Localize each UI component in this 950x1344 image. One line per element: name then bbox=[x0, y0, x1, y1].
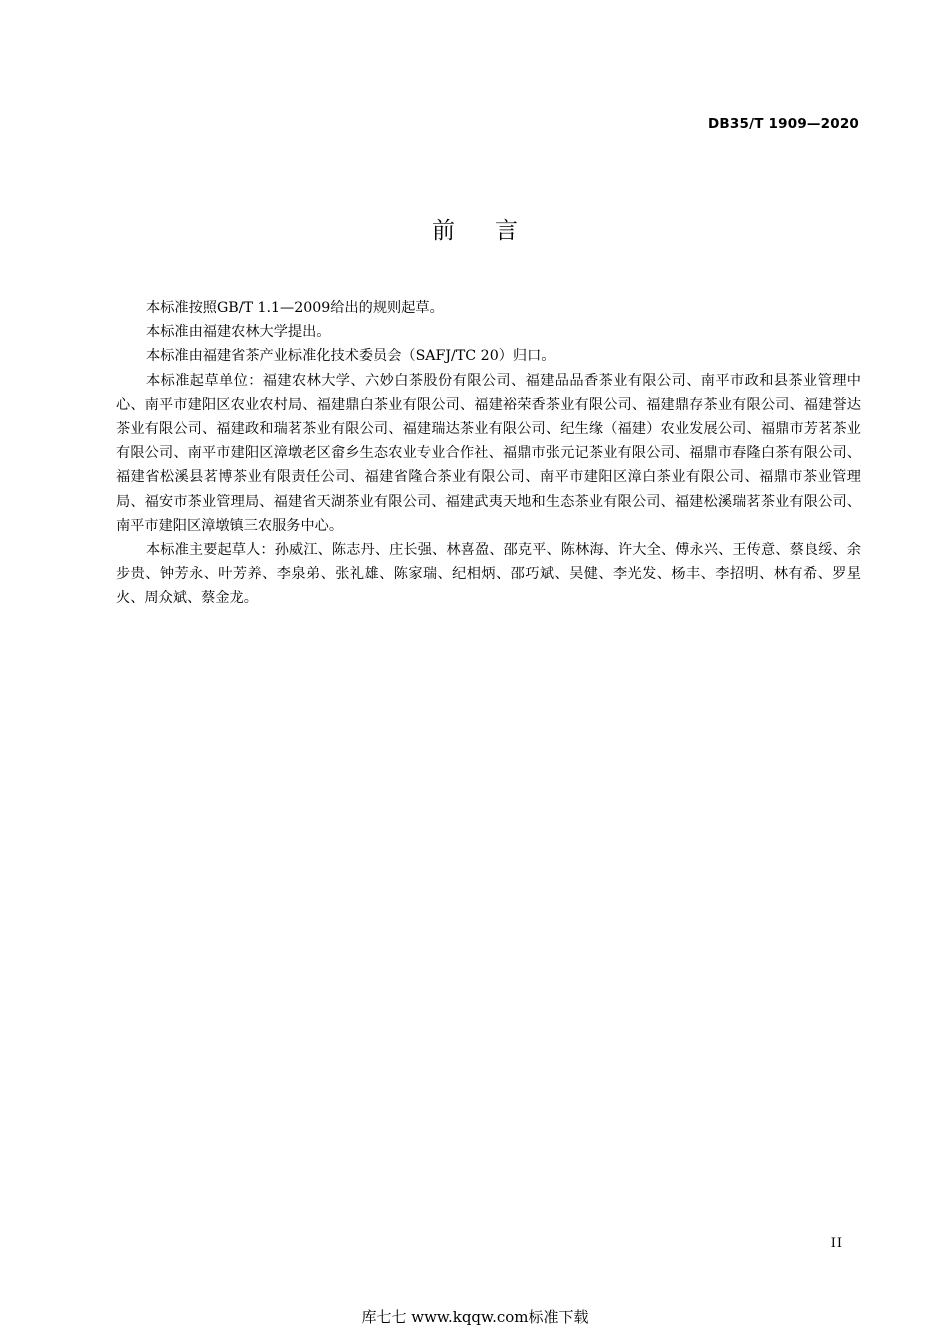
paragraph-drafters: 本标准主要起草人：孙威江、陈志丹、庄长强、林喜盈、邵克平、陈林海、许大全、傅永兴、王传意、蔡良绥、余步贵、钟芳永、叶芳养、李泉弟、张礼雄、陈家瑞、纪相炳、邵巧斌、吴健、李光发、杨丰、李招明、林有希、罗星火、周众斌、蔡金龙。 bbox=[116, 542, 861, 607]
paragraph-proposer: 本标准由福建农林大学提出。 bbox=[146, 324, 331, 341]
standard-code: DB35/T 1909—2020 bbox=[708, 116, 859, 132]
foreword-body bbox=[116, 296, 861, 611]
page-title: 前言 bbox=[432, 218, 558, 244]
watermark-footer: 库七七 www.kqqw.com标准下载 bbox=[361, 1308, 589, 1326]
paragraph-drafting-rules: 本标准按照GB/T 1.1—2009给出的规则起草。 bbox=[146, 300, 444, 316]
page-number: II bbox=[830, 1236, 843, 1251]
paragraph-drafting-units: 本标准起草单位：福建农林大学、六妙白茶股份有限公司、福建品品香茶业有限公司、南平市政和县茶业管理中心、南平市建阳区农业农村局、福建鼎白茶业有限公司、福建裕荣香茶业有限公司、福建鼎存茶业有限公司、福建誉达茶业有限公司、福建政和瑞茗茶业有限公司、福建瑞达茶业有限公司、纪生缘（福建）农业发展公司、福鼎市芳茗茶业有限公司、南平市建阳区漳墩老区畲乡生态农业专业合作社、福鼎市张元记茶业有限公司、福鼎市春隆白茶有限公司、福建省松溪县茗博茶业有限责任公司、福建省隆合茶业有限公司、南平市建阳区漳白茶业有限公司、福鼎市茶业管理局、福安市茶业管理局、福建省天湖茶业有限公司、福建武夷天地和生态茶业有限公司、福建松溪瑞茗茶业有限公司、南平市建阳区漳墩镇三农服务中心。 bbox=[116, 372, 861, 534]
paragraph-committee: 本标准由福建省茶产业标准化技术委员会（SAFJ/TC 20）归口。 bbox=[146, 348, 556, 365]
